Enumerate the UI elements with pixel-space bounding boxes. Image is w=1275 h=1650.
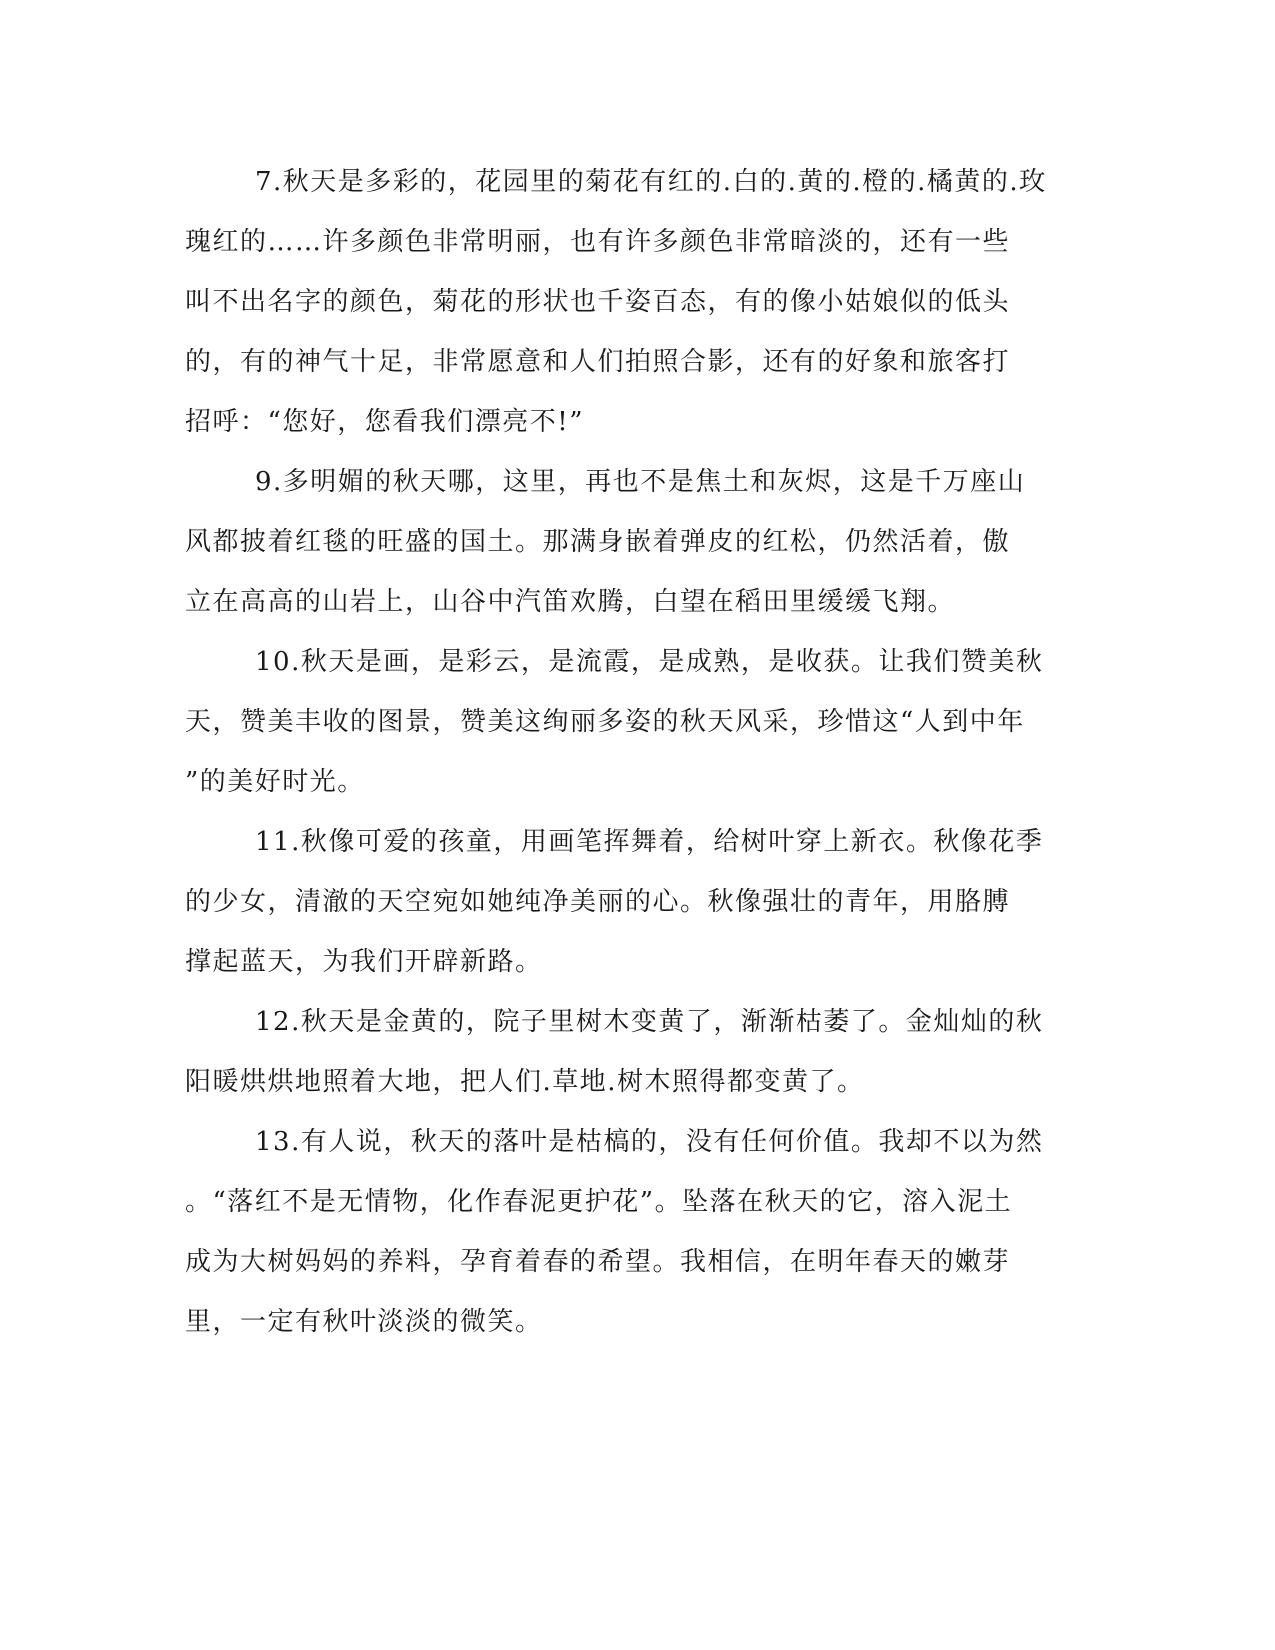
text-line: 天，赞美丰收的图景，赞美这绚丽多姿的秋天风采，珍惜这“人到中年 (185, 707, 1025, 737)
text-line: 立在高高的山岩上，山谷中汽笛欢腾，白望在稻田里缓缓飞翔。 (185, 587, 956, 617)
text-line: 的少女，清澈的天空宛如她纯净美丽的心。秋像强壮的青年，用胳膊 (185, 887, 1011, 917)
text-line: 12.秋天是金黄的，院子里树木变黄了，渐渐枯萎了。金灿灿的秋 (255, 1007, 1044, 1037)
text-line: 的，有的神气十足，非常愿意和人们拍照合影，还有的好象和旅客打 (185, 347, 1011, 377)
text-line: 里，一定有秋叶淡淡的微笑。 (185, 1307, 543, 1337)
document-body (185, 160, 1055, 1360)
text-line: 阳暖烘烘地照着大地，把人们.草地.树木照得都变黄了。 (185, 1067, 865, 1097)
text-line: 10.秋天是画，是彩云，是流霞，是成熟，是收获。让我们赞美秋 (255, 647, 1044, 677)
text-line: 成为大树妈妈的养料，孕育着春的希望。我相信，在明年春天的嫩芽 (185, 1247, 1011, 1277)
text-line: 瑰红的……许多颜色非常明丽，也有许多颜色非常暗淡的，还有一些 (185, 227, 1011, 257)
text-line: 风都披着红毯的旺盛的国土。那满身嵌着弹皮的红松，仍然活着，傲 (185, 527, 1011, 557)
text-line: ”的美好时光。 (185, 767, 365, 797)
text-line: 11.秋像可爱的孩童，用画笔挥舞着，给树叶穿上新衣。秋像花季 (255, 827, 1044, 857)
text-line: 9.多明媚的秋天哪，这里，再也不是焦土和灰烬，这是千万座山 (255, 467, 1026, 497)
text-line: 7.秋天是多彩的，花园里的菊花有红的.白的.黄的.橙的.橘黄的.玫 (255, 167, 1047, 197)
text-line: 13.有人说，秋天的落叶是枯槁的，没有任何价值。我却不以为然 (255, 1127, 1044, 1157)
text-line: 。“落红不是无情物，化作春泥更护花”。坠落在秋天的它，溶入泥土 (185, 1187, 1013, 1217)
text-line: 招呼：“您好，您看我们漂亮不!” (185, 407, 585, 437)
text-line: 撑起蓝天，为我们开辟新路。 (185, 947, 543, 977)
text-line: 叫不出名字的颜色，菊花的形状也千姿百态，有的像小姑娘似的低头 (185, 287, 1011, 317)
